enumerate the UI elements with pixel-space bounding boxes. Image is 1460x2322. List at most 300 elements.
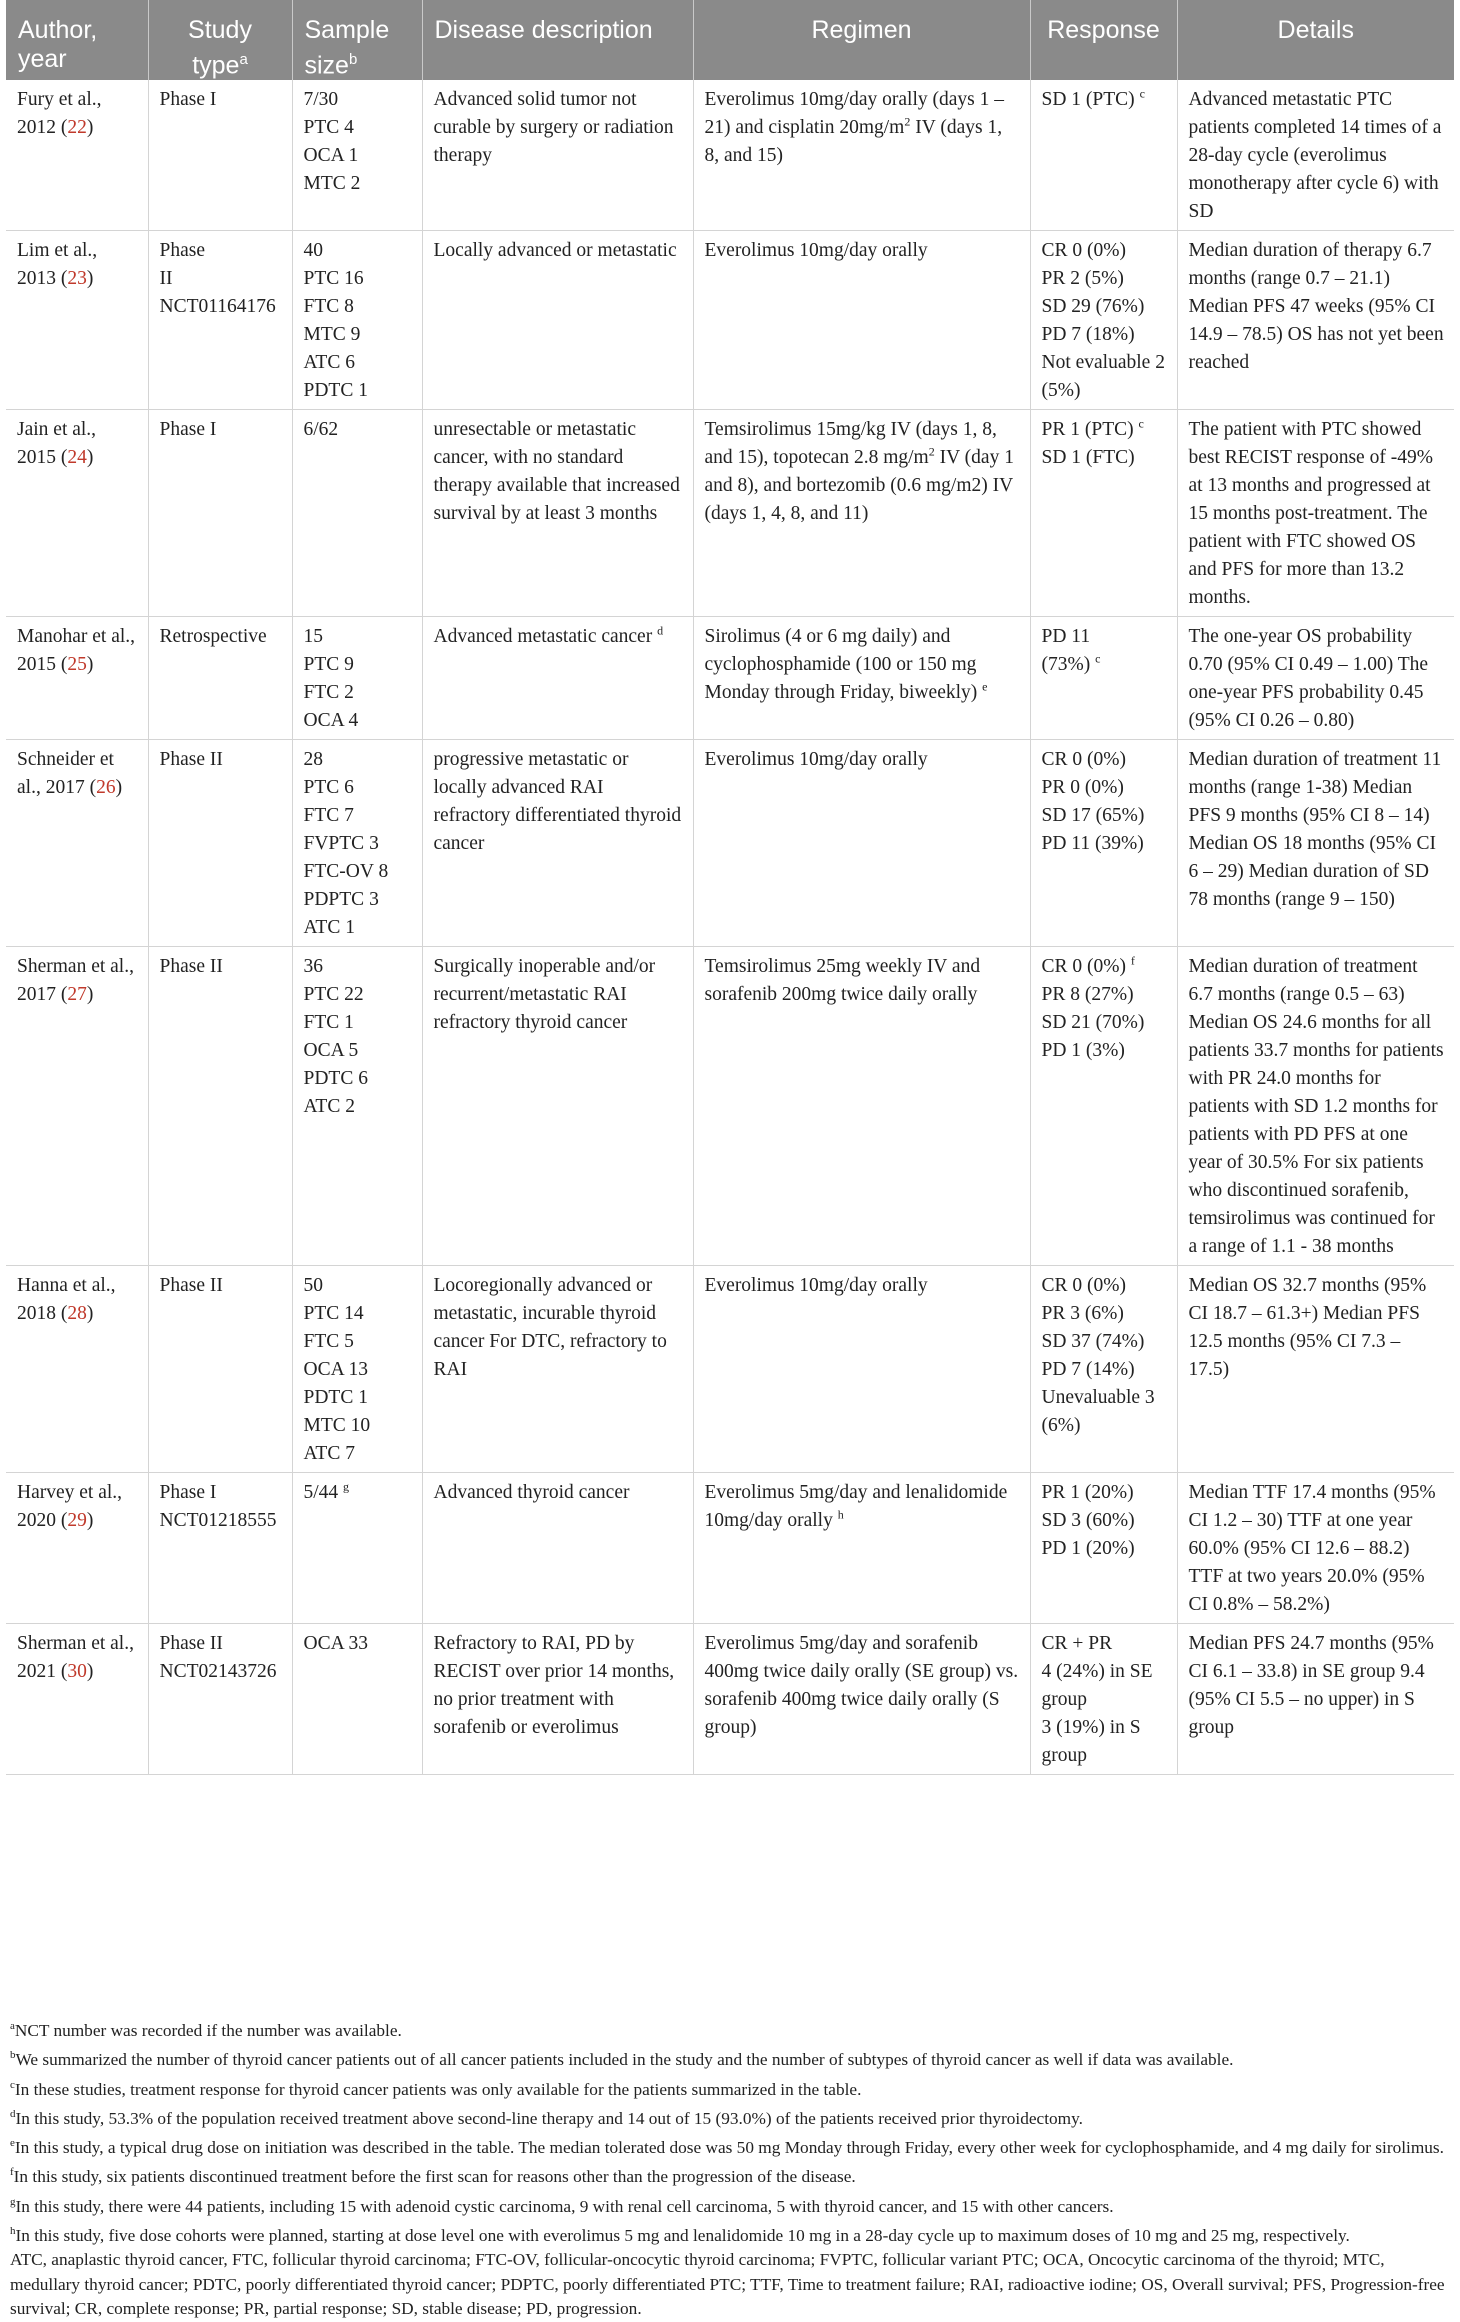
sample-line (304, 265, 412, 293)
study-type-line: Phase I (159, 1482, 217, 1504)
sample-line (304, 707, 412, 735)
author-end: ) (86, 1510, 94, 1532)
sample-text: 50 (303, 1275, 323, 1297)
cell-regimen (693, 80, 1030, 231)
cell-regimen (693, 410, 1030, 617)
header-regimen: Regimen (693, 0, 1030, 80)
footnote-text: In these studies, treatment response for thyroid cancer patients was only available for the patients summarized in the table. (14, 2079, 862, 2099)
study-type-line: Phase II (159, 1275, 223, 1297)
response-text: CR + PR (1041, 1633, 1113, 1655)
reference-link[interactable]: 22 (67, 117, 87, 139)
author-end: ) (86, 984, 94, 1006)
response-text: PD 1 (20%) (1041, 1538, 1135, 1560)
response-line (1042, 774, 1167, 802)
sample-line (304, 1384, 412, 1412)
response-line (1042, 321, 1167, 349)
response-line (1042, 293, 1167, 321)
response-text: CR 0 (0%) (1041, 956, 1126, 978)
author-text: Lim et al., 2013 ( (17, 240, 98, 290)
cell-details: Median duration of treatment 11 months (range 1-38) Median PFS 9 months (95% CI 8 – 14) Median OS 18 months (95% CI 6 – 29) Median duration of SD 78 months (range 9 – 150) (1177, 740, 1454, 947)
response-line (1042, 1658, 1167, 1714)
cell-details: Median TTF 17.4 months (95% CI 1.2 – 30) TTF at one year 60.0% (95% CI 12.6 – 88.2) TTF at two years 20.0% (95% CI 0.8% – 58.2%) (1177, 1473, 1454, 1624)
sample-line (304, 349, 412, 377)
response-text: PR 1 (20%) (1041, 1482, 1134, 1504)
response-footnote-mark: c (1138, 416, 1144, 431)
disease-footnote-mark: d (657, 623, 664, 638)
table-body (6, 80, 1454, 1775)
sample-text: FVPTC 3 (303, 833, 379, 855)
study-type-line: Retrospective (159, 626, 267, 648)
disease-text: Advanced thyroid cancer (433, 1482, 630, 1504)
response-text: PR 0 (0%) (1041, 777, 1124, 799)
cell-disease (422, 617, 693, 740)
response-text: PD 7 (18%) (1041, 324, 1135, 346)
response-line (1042, 830, 1167, 858)
sample-line (304, 416, 412, 444)
sample-text: OCA 33 (303, 1633, 368, 1655)
cell-disease (422, 740, 693, 947)
author-text: Hanna et al., 2018 ( (17, 1275, 116, 1325)
author-end: ) (86, 268, 94, 290)
response-line (1042, 1009, 1167, 1037)
cell-details: The one-year OS probability 0.70 (95% CI 0.49 – 1.00) The one-year PFS probability 0.45 (95% CI 0.26 – 0.80) (1177, 617, 1454, 740)
sample-line (304, 1479, 412, 1507)
regimen-superscript: 2 (928, 444, 935, 459)
sample-text: MTC 2 (303, 173, 361, 195)
sample-line (304, 1356, 412, 1384)
table-row (6, 231, 1454, 410)
sample-line (304, 746, 412, 774)
sample-text: 28 (303, 749, 323, 771)
cell-author (6, 1473, 148, 1624)
sample-line (304, 114, 412, 142)
study-type-line: NCT01218555 (159, 1510, 277, 1532)
sample-line (304, 1272, 412, 1300)
sample-line (304, 623, 412, 651)
response-line (1042, 981, 1167, 1009)
response-text: PD 11 (1041, 626, 1091, 648)
reference-link[interactable]: 24 (67, 447, 87, 469)
regimen-text: Everolimus 10mg/day orally (704, 749, 928, 771)
cell-sample-size (292, 231, 422, 410)
disease-text: Advanced metastatic cancer (433, 626, 653, 648)
response-text: SD 3 (60%) (1041, 1510, 1135, 1532)
footnote-text: In this study, there were 44 patients, including 15 with adenoid cystic carcinoma, 9 with renal cell carcinoma, 5 with thyroid cancer, and 15 with other cancers. (15, 2196, 1114, 2216)
cell-details: Advanced metastatic PTC patients completed 14 times of a 28-day cycle (everolimus monotherapy after cycle 6) with SD (1177, 80, 1454, 231)
regimen-text-cont: IV (day 1 and 8), and bortezomib (0.6 mg/m2) IV (days 1, 4, 8, and 11) (704, 447, 1014, 525)
response-line (1042, 1300, 1167, 1328)
author-text: Jain et al., 2015 ( (17, 419, 97, 469)
response-line (1042, 1272, 1167, 1300)
sample-line (304, 1412, 412, 1440)
sample-line (304, 170, 412, 198)
response-footnote-mark: c (1095, 651, 1101, 666)
cell-disease (422, 1624, 693, 1775)
response-line (1042, 623, 1167, 651)
header-response: Response (1030, 0, 1177, 80)
cell-sample-size (292, 1266, 422, 1473)
sample-text: MTC 9 (303, 324, 361, 346)
sample-line (304, 802, 412, 830)
cell-details: Median duration of treatment 6.7 months (range 0.5 – 63) Median OS 24.6 months for all patients 33.7 months for patients with PR 24.0 months for patients with SD 1.2 months for patients with PD PFS at one year of 30.5% For six patients who discontinued sorafenib, temsirolimus was continued for a range of 1.1 - 38 months (1177, 947, 1454, 1266)
cell-study-type (148, 617, 292, 740)
cell-author (6, 1624, 148, 1775)
cell-response (1030, 947, 1177, 1266)
cell-sample-size (292, 740, 422, 947)
footnote-mark: a (10, 2020, 15, 2032)
sample-text: 15 (303, 626, 323, 648)
response-line (1042, 1356, 1167, 1384)
author-text: Sherman et al., 2017 ( (17, 956, 134, 1006)
cell-response (1030, 740, 1177, 947)
table-row (6, 1473, 1454, 1624)
study-type-line: Phase (159, 240, 205, 262)
table-row (6, 1266, 1454, 1473)
cell-response (1030, 1473, 1177, 1624)
sample-line (304, 679, 412, 707)
disease-text: Locoregionally advanced or metastatic, incurable thyroid cancer For DTC, refractory to RAI (433, 1275, 667, 1381)
table-row (6, 740, 1454, 947)
sample-text: FTC 7 (303, 805, 354, 827)
response-line (1042, 1714, 1167, 1770)
footnote-text: NCT number was recorded if the number was available. (14, 2020, 402, 2040)
footnote (10, 2014, 1450, 2043)
regimen-superscript: 2 (904, 114, 911, 129)
response-text: 4 (24%) in SE group (1041, 1661, 1153, 1711)
response-line (1042, 237, 1167, 265)
sample-line (304, 237, 412, 265)
response-text: SD 37 (74%) (1041, 1331, 1145, 1353)
cell-author (6, 80, 148, 231)
study-type-line: Phase II (159, 1633, 223, 1655)
sample-text: 40 (303, 240, 323, 262)
author-text: Fury et al., 2012 ( (17, 89, 102, 139)
table-row (6, 947, 1454, 1266)
footnote (10, 2190, 1450, 2219)
sample-line (304, 377, 412, 405)
response-text: CR 0 (0%) (1041, 1275, 1126, 1297)
cell-study-type (148, 80, 292, 231)
regimen-text: Everolimus 5mg/day and sorafenib 400mg twice daily orally (SE group) vs. sorafenib 400mg twice daily orally (S group) (704, 1633, 1019, 1739)
sample-text: PDTC 1 (303, 380, 368, 402)
cell-author (6, 410, 148, 617)
cell-disease (422, 231, 693, 410)
cell-author (6, 947, 148, 1266)
sample-footnote-mark: g (343, 1479, 350, 1494)
regimen-text: Temsirolimus 15mg/kg IV (days 1, 8, and 15), topotecan 2.8 mg/m (704, 419, 997, 469)
footnote-text: We summarized the number of thyroid cancer patients out of all cancer patients included in the study and the number of subtypes of thyroid cancer as well if data was available. (15, 2050, 1234, 2070)
sample-text: OCA 5 (303, 1040, 359, 1062)
response-footnote-mark: f (1130, 953, 1135, 968)
regimen-text-cont: IV (days 1, 8, and 15) (704, 117, 1003, 167)
response-text: 3 (19%) in S group (1041, 1717, 1141, 1767)
cell-disease (422, 80, 693, 231)
cell-study-type (148, 1266, 292, 1473)
study-type-line: Phase I (159, 89, 217, 111)
response-line (1042, 1479, 1167, 1507)
response-line (1042, 1037, 1167, 1065)
sample-line (304, 1009, 412, 1037)
sample-line (304, 981, 412, 1009)
author-end: ) (86, 654, 94, 676)
cell-sample-size (292, 1624, 422, 1775)
sample-text: 36 (303, 956, 323, 978)
cell-author (6, 1266, 148, 1473)
footnote-mark: d (10, 2107, 16, 2120)
cell-study-type (148, 410, 292, 617)
sample-line (304, 293, 412, 321)
cell-response (1030, 80, 1177, 231)
sample-text: FTC 1 (303, 1012, 354, 1034)
sample-line (304, 142, 412, 170)
author-text: Harvey et al., 2020 ( (17, 1482, 123, 1532)
study-type-line: Phase II (159, 956, 223, 978)
sample-text: ATC 7 (303, 1443, 355, 1465)
sample-line (304, 1037, 412, 1065)
footnote-list (10, 2014, 1450, 2248)
disease-text: Advanced solid tumor not curable by surgery or radiation therapy (433, 89, 674, 167)
cell-sample-size (292, 947, 422, 1266)
footnote (10, 2073, 1450, 2102)
sample-line (304, 1440, 412, 1468)
sample-text: FTC 2 (303, 682, 354, 704)
footnote-text: In this study, five dose cohorts were planned, starting at dose level one with everolimus 5 mg and lenalidomide 10 mg in a 28-day cycle up to maximum doses of 10 mg and 25 mg, respectively. (15, 2225, 1350, 2245)
regimen-text: Temsirolimus 25mg weekly IV and sorafenib 200mg twice daily orally (704, 956, 981, 1006)
response-line (1042, 349, 1167, 405)
sample-text: PTC 22 (303, 984, 364, 1006)
cell-sample-size (292, 617, 422, 740)
cell-study-type (148, 947, 292, 1266)
sample-line (304, 1300, 412, 1328)
response-text: CR 0 (0%) (1041, 240, 1126, 262)
sample-text: OCA 4 (303, 710, 359, 732)
sample-line (304, 651, 412, 679)
disease-text: progressive metastatic or locally advanced RAI refractory differentiated thyroid cancer (433, 749, 682, 855)
response-text: SD 21 (70%) (1041, 1012, 1145, 1034)
cell-regimen (693, 231, 1030, 410)
cell-regimen (693, 1624, 1030, 1775)
cell-details: Median PFS 24.7 months (95% CI 6.1 – 33.8) in SE group 9.4 (95% CI 5.5 – no upper) in S group (1177, 1624, 1454, 1775)
footnote-mark: e (10, 2137, 15, 2150)
response-text: PR 1 (PTC) (1041, 419, 1134, 441)
sample-text: 6/62 (303, 419, 339, 441)
sample-text: PDTC 6 (303, 1068, 368, 1090)
sample-text: OCA 13 (303, 1359, 368, 1381)
footnote-mark: f (10, 2166, 14, 2179)
regimen-superscript: e (982, 679, 988, 694)
sample-line (304, 914, 412, 942)
author-text: Schneider et al., 2017 ( (17, 749, 114, 799)
disease-text: Locally advanced or metastatic (433, 240, 677, 262)
cell-response (1030, 231, 1177, 410)
response-text: Not evaluable 2 (5%) (1041, 352, 1165, 402)
regimen-text: Everolimus 10mg/day orally (704, 240, 928, 262)
header-author: Author, year (6, 0, 148, 80)
sample-line (304, 774, 412, 802)
response-text: PR 2 (5%) (1041, 268, 1124, 290)
cell-response (1030, 410, 1177, 617)
response-text: PD 1 (3%) (1041, 1040, 1125, 1062)
study-type-line: NCT02143726 (159, 1661, 277, 1683)
cell-study-type (148, 231, 292, 410)
sample-text: ATC 6 (303, 352, 355, 374)
regimen-superscript: h (837, 1507, 844, 1522)
sample-line (304, 321, 412, 349)
cell-disease (422, 947, 693, 1266)
response-text: PD 11 (39%) (1041, 833, 1144, 855)
cell-author (6, 231, 148, 410)
reference-link[interactable]: 29 (67, 1510, 87, 1532)
response-text: SD 1 (FTC) (1041, 447, 1135, 469)
sample-line (304, 830, 412, 858)
cell-regimen (693, 617, 1030, 740)
sample-text: PTC 4 (303, 117, 354, 139)
sample-line (304, 953, 412, 981)
study-table (6, 0, 1454, 1775)
sample-line (304, 1630, 412, 1658)
header-row (6, 0, 1454, 80)
sample-line (304, 858, 412, 886)
response-line (1042, 265, 1167, 293)
sample-text: PTC 16 (303, 268, 364, 290)
response-line (1042, 1630, 1167, 1658)
cell-details: The patient with PTC showed best RECIST response of -49% at 13 months and progressed at 15 months post-treatment. The patient with FTC showed OS and PFS for more than 13.2 months. (1177, 410, 1454, 617)
response-text: (73%) (1041, 654, 1091, 676)
sample-line (304, 86, 412, 114)
footnote-mark: h (10, 2224, 16, 2237)
author-end: ) (86, 117, 94, 139)
footnote (10, 2160, 1450, 2189)
response-line (1042, 1535, 1167, 1563)
footnote-mark: b (10, 2049, 16, 2062)
response-text: Unevaluable 3 (6%) (1041, 1387, 1155, 1437)
response-line (1042, 802, 1167, 830)
footnote-mark: g (10, 2195, 16, 2208)
footnote-text: In this study, a typical drug dose on initiation was described in the table. The median tolerated dose was 50 mg Monday through Friday, every other week for cyclophosphamide, and 4 mg daily for sirolimus. (14, 2137, 1444, 2157)
cell-details: Median duration of therapy 6.7 months (range 0.7 – 21.1) Median PFS 47 weeks (95% CI 14.9 – 78.5) OS has not yet been reached (1177, 231, 1454, 410)
response-text: SD 1 (PTC) (1041, 89, 1135, 111)
response-footnote-mark: c (1139, 86, 1145, 101)
table-row (6, 410, 1454, 617)
regimen-text: Sirolimus (4 or 6 mg daily) and cyclophosphamide (100 or 150 mg Monday through Friday, biweekly) (704, 626, 978, 704)
reference-link[interactable]: 25 (67, 654, 87, 676)
response-line (1042, 416, 1167, 444)
cell-regimen (693, 740, 1030, 947)
sample-text: PTC 14 (303, 1303, 364, 1325)
study-type-line: Phase I (159, 419, 217, 441)
reference-link[interactable]: 26 (96, 777, 116, 799)
sample-text: PTC 6 (303, 777, 354, 799)
regimen-text: Everolimus 10mg/day orally (days 1 – 21) and cisplatin 20mg/m (704, 89, 1004, 139)
response-line (1042, 1507, 1167, 1535)
sample-text: 5/44 (303, 1482, 339, 1504)
sample-text: 7/30 (303, 89, 339, 111)
author-text: Sherman et al., 2021 ( (17, 1633, 134, 1683)
cell-disease (422, 1473, 693, 1624)
abbreviations: ATC, anaplastic thyroid cancer, FTC, follicular thyroid carcinoma; FTC-OV, follicular-oncocytic thyroid carcinoma; FVPTC, follicular variant PTC; OCA, Oncocytic carcinoma of the thyroid; MTC, medullary thyroid cancer; PDTC, poorly differentiated thyroid cancer; PDPTC, poorly differentiated PTC; TTF, Time to treatment failure; RAI, radioactive iodine; OS, Overall survival; PFS, Progression-free survival; CR, complete response; PR, partial response; SD, stable disease; PD, progression. (10, 2250, 1445, 2319)
sample-text: ATC 2 (303, 1096, 355, 1118)
author-text: Manohar et al., 2015 ( (17, 626, 136, 676)
response-line (1042, 86, 1167, 114)
sample-line (304, 1328, 412, 1356)
reference-link[interactable]: 27 (67, 984, 87, 1006)
table-row (6, 1624, 1454, 1775)
footnote (10, 2219, 1450, 2248)
disease-text: Surgically inoperable and/or recurrent/metastatic RAI refractory thyroid cancer (433, 956, 656, 1034)
response-text: PR 3 (6%) (1041, 1303, 1124, 1325)
cell-details: Median OS 32.7 months (95% CI 18.7 – 61.3+) Median PFS 12.5 months (95% CI 7.3 – 17.5) (1177, 1266, 1454, 1473)
study-type-line: NCT01164176 (159, 296, 276, 318)
footnote (10, 2043, 1450, 2072)
disease-text: unresectable or metastatic cancer, with no standard therapy available that increased survival by at least 3 months (433, 419, 680, 525)
footnotes (10, 2014, 1450, 2322)
response-line (1042, 953, 1167, 981)
author-end: ) (86, 1303, 94, 1325)
footnote (10, 2131, 1450, 2160)
sample-text: PDTC 1 (303, 1387, 368, 1409)
author-end: ) (86, 1661, 94, 1683)
sample-text: FTC 8 (303, 296, 354, 318)
table-row (6, 617, 1454, 740)
table-row (6, 80, 1454, 231)
sample-line (304, 1093, 412, 1121)
sample-line (304, 886, 412, 914)
response-line (1042, 1384, 1167, 1440)
response-text: PR 8 (27%) (1041, 984, 1134, 1006)
regimen-text: Everolimus 10mg/day orally (704, 1275, 928, 1297)
header-disease: Disease description (422, 0, 693, 80)
cell-disease (422, 1266, 693, 1473)
response-text: PD 7 (14%) (1041, 1359, 1135, 1381)
cell-sample-size (292, 80, 422, 231)
cell-sample-size (292, 410, 422, 617)
cell-study-type (148, 740, 292, 947)
cell-response (1030, 617, 1177, 740)
cell-sample-size (292, 1473, 422, 1624)
footnote (10, 2102, 1450, 2131)
response-line (1042, 444, 1167, 472)
sample-text: FTC-OV 8 (303, 861, 389, 883)
footnote-text: In this study, six patients discontinued treatment before the first scan for reasons other than the progression of the disease. (13, 2167, 856, 2187)
footnote-text: In this study, 53.3% of the population received treatment above second-line therapy and 14 out of 15 (93.0%) of the patients received prior thyroidectomy. (15, 2108, 1083, 2128)
reference-link[interactable]: 30 (67, 1661, 87, 1683)
study-type-line: Phase II (159, 749, 223, 771)
response-text: CR 0 (0%) (1041, 749, 1126, 771)
cell-response (1030, 1624, 1177, 1775)
sample-text: MTC 10 (303, 1415, 371, 1437)
response-line (1042, 746, 1167, 774)
response-line (1042, 1328, 1167, 1356)
study-type-line: II (159, 268, 173, 290)
sample-line (304, 1065, 412, 1093)
sample-text: ATC 1 (303, 917, 355, 939)
author-end: ) (86, 447, 94, 469)
sample-text: PDPTC 3 (303, 889, 379, 911)
cell-author (6, 617, 148, 740)
reference-link[interactable]: 28 (67, 1303, 87, 1325)
header-study-type: Study type$^a$ (148, 0, 292, 80)
footnote-mark: c (10, 2078, 15, 2091)
regimen-text: Everolimus 5mg/day and lenalidomide 10mg/day orally (704, 1482, 1008, 1532)
response-line (1042, 651, 1167, 679)
cell-study-type (148, 1624, 292, 1775)
sample-text: OCA 1 (303, 145, 359, 167)
cell-regimen (693, 947, 1030, 1266)
disease-text: Refractory to RAI, PD by RECIST over prior 14 months, no prior treatment with sorafenib or everolimus (433, 1633, 675, 1739)
reference-link[interactable]: 23 (67, 268, 87, 290)
header-details: Details (1177, 0, 1454, 80)
cell-author (6, 740, 148, 947)
